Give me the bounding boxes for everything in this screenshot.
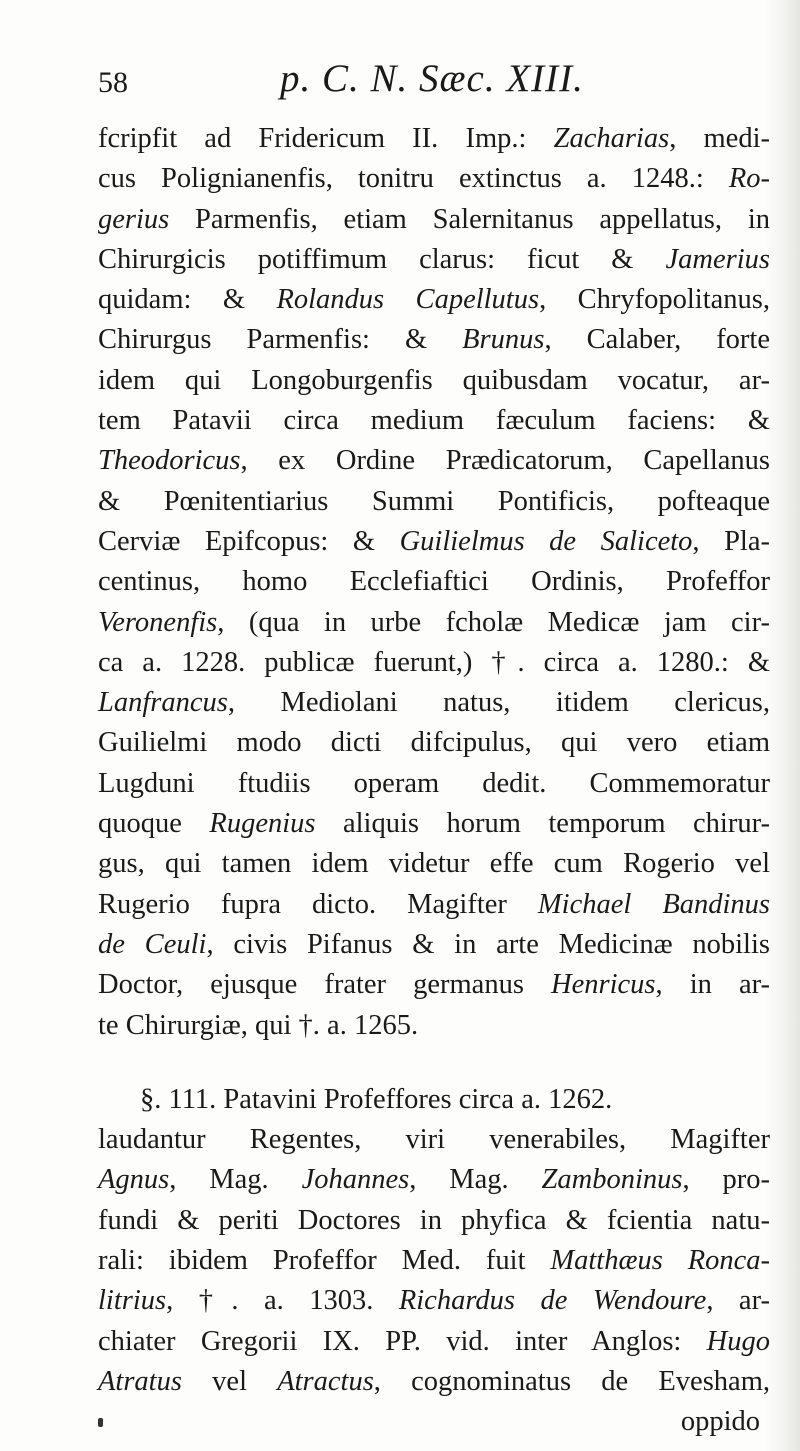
text-run: , pro- — [682, 1164, 770, 1196]
paragraph-gap — [98, 1046, 770, 1080]
text-line — [98, 361, 770, 401]
text-run: Guilielmi modo dicti difcipulus, qui vero etiam — [98, 727, 770, 759]
text-line — [98, 1160, 770, 1200]
text-run: §. 111. Patavini Profeffores circa a. 1262. — [140, 1083, 613, 1115]
text-run: Chirurgus Parmenfis: & — [98, 324, 463, 356]
italic-name: de Ceuli — [98, 928, 207, 960]
italic-name: Johannes — [301, 1164, 410, 1196]
text-run: aliquis horum temporum chirur- — [315, 808, 770, 840]
italic-name: Jamerius — [665, 243, 770, 275]
text-line — [98, 200, 770, 240]
text-line — [98, 1080, 770, 1120]
text-run: , Chryfopolitanus, — [539, 284, 770, 316]
text-run: cus Polignianenfis, tonitru extinctus a. 1248.: — [98, 163, 729, 195]
text-line — [98, 1120, 770, 1160]
italic-name: Agnus — [98, 1164, 170, 1196]
text-run: quidam: & — [98, 284, 277, 316]
italic-name: litrius — [98, 1285, 167, 1317]
text-run: centinus, homo Ecclefiaftici Ordinis, Profeffor — [98, 566, 770, 598]
ink-speck — [98, 1418, 103, 1427]
italic-name: Theodoricus — [98, 445, 241, 477]
italic-name: Lanfrancus — [98, 687, 228, 719]
text-run: quoque — [98, 808, 210, 840]
text-line — [98, 280, 770, 320]
text-line — [98, 240, 770, 280]
italic-name: Zamboninus — [541, 1164, 683, 1196]
italic-name: Richardus de Wendoure — [398, 1285, 707, 1317]
italic-name: Henricus — [551, 969, 656, 1001]
text-line — [98, 1201, 770, 1241]
text-run: idem qui Longoburgenfis quibusdam vocatur, ar- — [98, 364, 770, 396]
page-header — [98, 56, 698, 106]
italic-name: Atratus — [98, 1365, 182, 1397]
text-run: te Chirurgiæ, qui †. a. 1265. — [98, 1009, 419, 1041]
text-line — [98, 159, 770, 199]
text-run: Doctor, ejusque frater germanus — [98, 969, 551, 1001]
text-run: , †. a. 1303. — [166, 1285, 399, 1317]
text-run: , (qua in urbe fcholæ Medicæ jam cir- — [217, 606, 770, 638]
text-run: fundi & periti Doctores in phyfica & fcientia natu- — [98, 1204, 770, 1236]
italic-name: Matthæus Ronca- — [550, 1245, 770, 1277]
text-line — [98, 643, 770, 683]
text-line — [98, 1006, 770, 1046]
italic-name: Ro- — [728, 163, 770, 195]
text-line — [98, 965, 770, 1005]
italic-name: gerius — [98, 203, 170, 235]
text-run: , civis Pifanus & in arte Medicinæ nobilis — [206, 928, 770, 960]
text-line — [98, 320, 770, 360]
text-line — [98, 723, 770, 763]
text-line — [98, 1241, 770, 1281]
page-edge-shadow — [766, 0, 800, 1451]
italic-name: Veronenfis — [98, 606, 218, 638]
text-run: , Mag. — [169, 1164, 302, 1196]
text-line — [98, 119, 770, 159]
text-run: , Mag. — [409, 1164, 542, 1196]
running-head: p. C. N. Sæc. XIII. — [280, 57, 584, 100]
paragraph-1 — [98, 119, 770, 1046]
body-text — [98, 119, 770, 1443]
text-line — [98, 482, 770, 522]
italic-name: Atractus — [277, 1365, 374, 1397]
text-run: Chirurgicis potiffimum clarus: ficut & — [98, 243, 666, 275]
text-run: chiater Gregorii IX. PP. vid. inter Anglos: — [98, 1325, 707, 1357]
text-run: ca a. 1228. publicæ fuerunt,) †. circa a. 1280.: & — [98, 646, 770, 678]
text-run: , cognominatus de Evesham, — [373, 1365, 770, 1397]
italic-name: Michael Bandinus — [537, 888, 770, 920]
text-line — [98, 522, 770, 562]
text-line — [98, 804, 770, 844]
text-run: Cerviæ Epifcopus: & — [98, 525, 400, 557]
text-run: laudantur Regentes, viri venerabiles, Magifter — [98, 1124, 770, 1156]
text-line — [98, 683, 770, 723]
text-run: rali: ibidem Profeffor Med. fuit — [98, 1245, 551, 1277]
catchword: oppido — [680, 1406, 760, 1438]
text-line — [98, 1362, 770, 1402]
text-line — [98, 562, 770, 602]
text-line — [98, 764, 770, 804]
italic-name: Rolandus Capellutus — [276, 284, 540, 316]
page-number: 58 — [98, 66, 128, 99]
text-run: , Mediolani natus, itidem clericus, — [227, 687, 770, 719]
text-line — [98, 603, 770, 643]
text-run: , in ar- — [655, 969, 770, 1001]
italic-name: Zacharias — [553, 123, 670, 154]
paragraph-2 — [98, 1080, 770, 1402]
text-run: , ar- — [706, 1285, 770, 1317]
italic-name: Guilielmus de Saliceto — [399, 525, 693, 557]
text-run: , ex Ordine Prædicatorum, Capellanus — [240, 445, 770, 477]
text-run: Lugduni ftudiis operam dedit. Commemoratur — [98, 767, 770, 799]
text-line — [98, 441, 770, 481]
text-run: & Pœnitentiarius Summi Pontificis, pofteaque — [98, 485, 770, 517]
text-line — [98, 925, 770, 965]
text-run: tem Patavii circa medium fæculum faciens: & — [98, 405, 770, 437]
text-run: gus, qui tamen idem videtur effe cum Rogerio vel — [98, 848, 770, 880]
text-run: vel — [181, 1365, 278, 1397]
text-run: , medi- — [669, 123, 770, 154]
text-line — [98, 885, 770, 925]
text-line — [98, 1322, 770, 1362]
text-run: fcripfit ad Fridericum II. Imp.: — [98, 123, 554, 154]
text-run: Rugerio fupra dicto. Magifter — [98, 888, 538, 920]
italic-name: Rugenius — [209, 808, 316, 840]
text-run: Parmenfis, etiam Salernitanus appellatus, in — [169, 203, 770, 235]
text-run: , Calaber, forte — [544, 324, 770, 356]
text-line — [98, 1281, 770, 1321]
text-line — [98, 401, 770, 441]
italic-name: Hugo — [706, 1325, 770, 1357]
text-run: , Pla- — [692, 525, 770, 557]
text-line — [98, 844, 770, 884]
italic-name: Brunus — [462, 324, 545, 356]
